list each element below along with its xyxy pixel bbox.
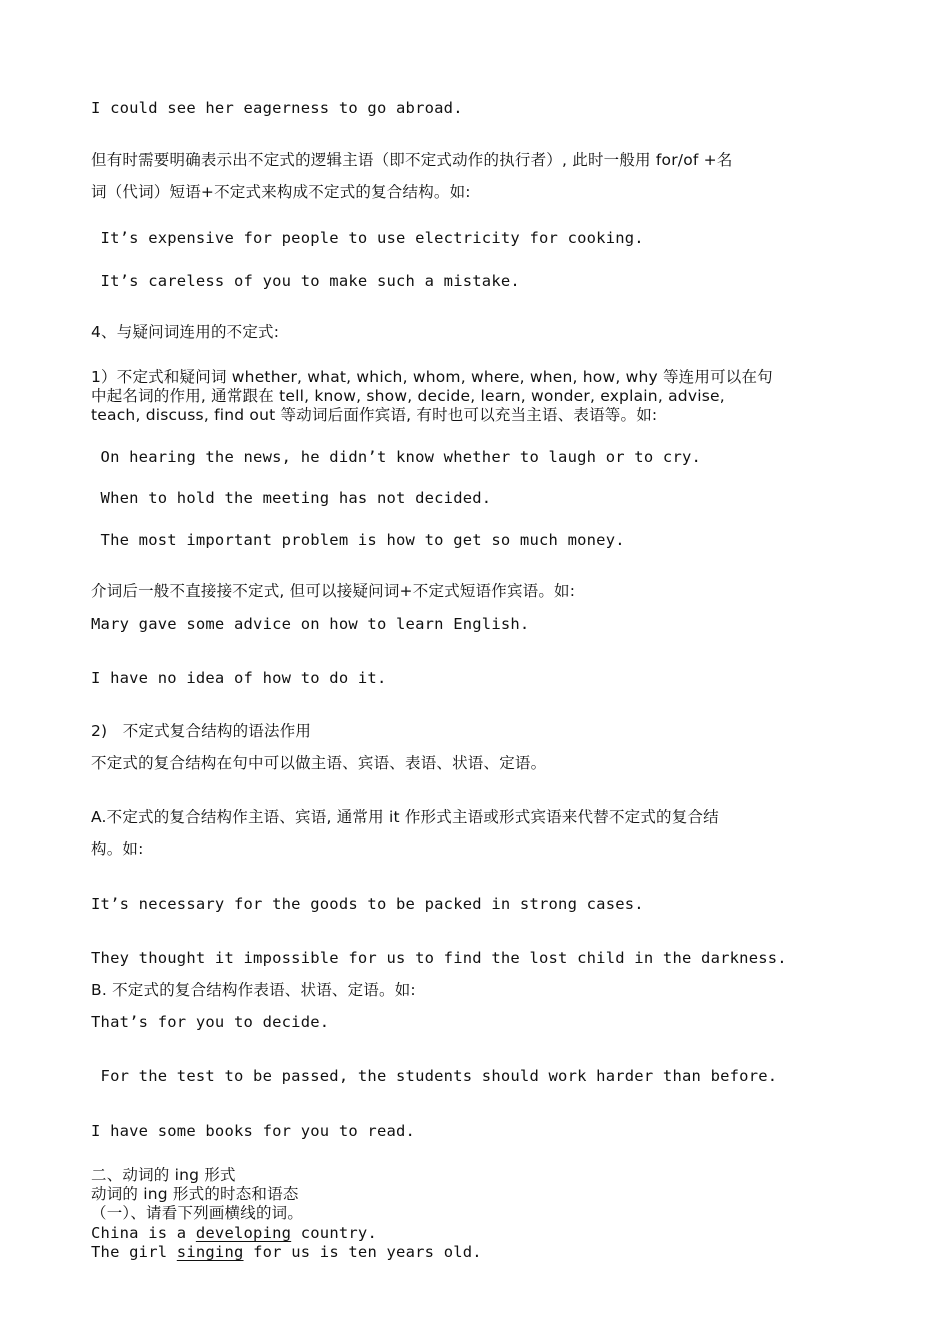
sentence-part: China is a — [91, 1224, 196, 1242]
sentence-part: country. — [291, 1224, 377, 1242]
example-sentence: For the test to be passed, the students should work harder than before. — [91, 1067, 778, 1085]
underlined-word: singing — [176, 1243, 244, 1261]
example-sentence: I have some books for you to read. — [91, 1122, 416, 1140]
example-sentence: When to hold the meeting has not decided. — [91, 489, 492, 507]
example-sentence: It’s careless of you to make such a mistake. — [91, 272, 520, 290]
example-sentence: I have no idea of how to do it. — [91, 669, 387, 687]
paragraph-line: 词（代词）短语+不定式来构成不定式的复合结构。如: — [91, 183, 471, 201]
paragraph-line: A.不定式的复合结构作主语、宾语, 通常用 it 作形式主语或形式宾语来代替不定式的复合结 — [91, 808, 719, 826]
paragraph-line: 中起名词的作用, 通常跟在 tell, know, show, decide, learn, wonder, explain, advise, — [91, 387, 725, 405]
example-sentence: Mary gave some advice on how to learn English. — [91, 615, 530, 633]
example-sentence: I could see her eagerness to go abroad. — [91, 99, 463, 117]
example-sentence: The most important problem is how to get so much money. — [91, 531, 625, 549]
instruction-line: （一）、请看下列画横线的词。 — [91, 1204, 304, 1222]
section-heading: 2) 不定式复合结构的语法作用 — [91, 722, 312, 740]
example-sentence: It’s expensive for people to use electricity for cooking. — [91, 229, 644, 247]
paragraph-line: teach, discuss, find out 等动词后面作宾语, 有时也可以充当主语、表语等。如: — [91, 406, 658, 424]
underlined-word: developing — [195, 1224, 292, 1242]
example-sentence: That’s for you to decide. — [91, 1013, 330, 1031]
example-sentence — [91, 1243, 482, 1262]
sentence-part: The girl — [91, 1243, 177, 1261]
subsection-heading: 动词的 ing 形式的时态和语态 — [91, 1185, 299, 1203]
example-sentence: They thought it impossible for us to find the lost child in the darkness. — [91, 949, 787, 967]
paragraph-line: B. 不定式的复合结构作表语、状语、定语。如: — [91, 981, 416, 999]
example-sentence: On hearing the news, he didn’t know whether to laugh or to cry. — [91, 448, 702, 466]
example-sentence: It’s necessary for the goods to be packed in strong cases. — [91, 895, 644, 913]
paragraph-line: 不定式的复合结构在句中可以做主语、宾语、表语、状语、定语。 — [91, 754, 547, 772]
paragraph-line: 介词后一般不直接接不定式, 但可以接疑问词+不定式短语作宾语。如: — [91, 582, 576, 600]
example-sentence — [91, 1224, 377, 1243]
sentence-part: for us is ten years old. — [243, 1243, 482, 1261]
paragraph-line: 1）不定式和疑问词 whether, what, which, whom, where, when, how, why 等连用可以在句 — [91, 368, 773, 386]
paragraph-line: 构。如: — [91, 840, 144, 858]
section-heading: 4、与疑问词连用的不定式: — [91, 323, 280, 341]
paragraph-line: 但有时需要明确表示出不定式的逻辑主语（即不定式动作的执行者）, 此时一般用 for/of +名 — [91, 151, 733, 169]
section-heading: 二、动词的 ing 形式 — [91, 1166, 236, 1184]
